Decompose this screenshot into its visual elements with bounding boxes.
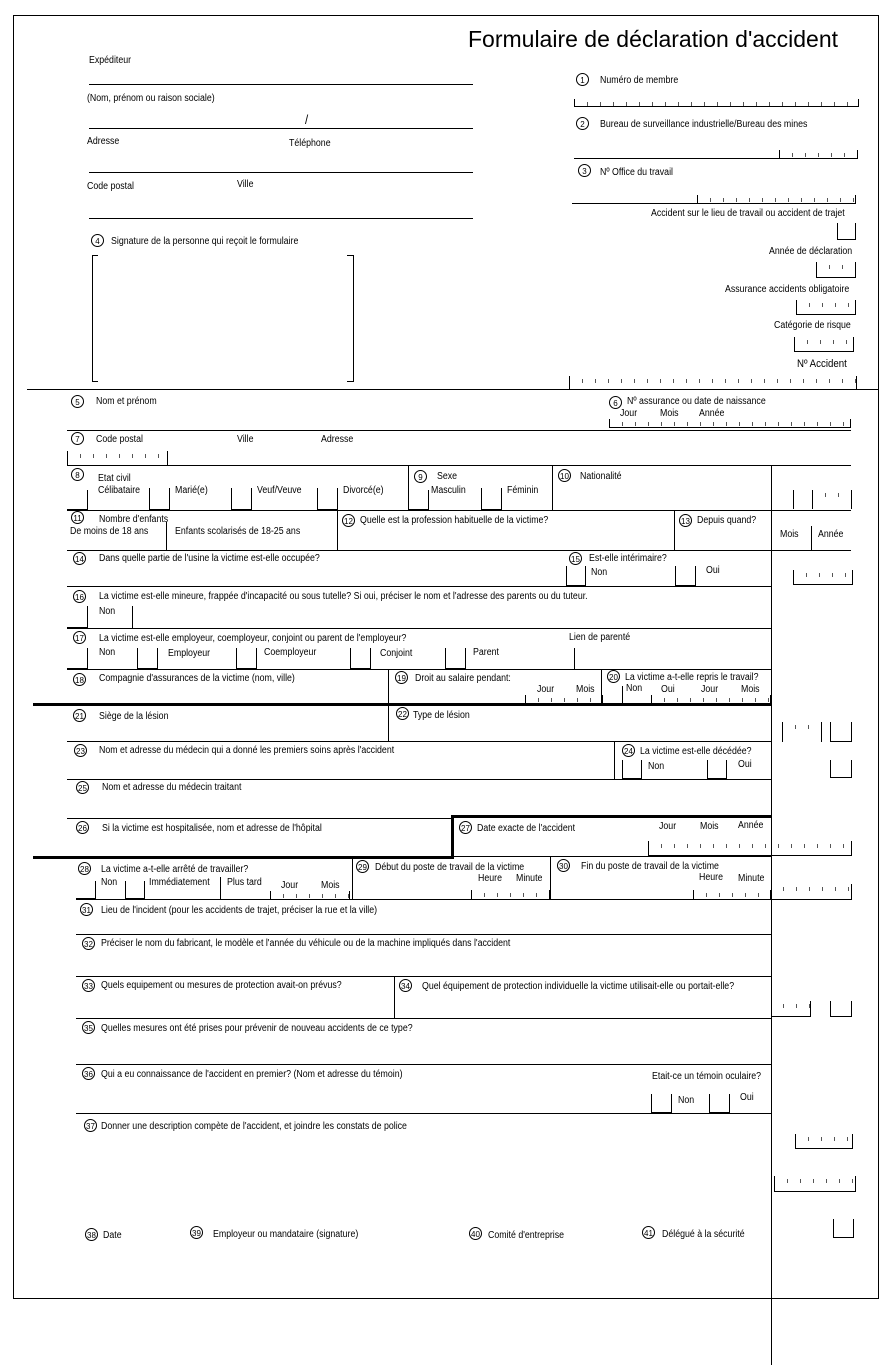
cb-f36-oui[interactable] [709,1094,730,1113]
thick-step-top [453,815,771,818]
sender-address-label: Adresse [87,136,120,147]
cb-marie[interactable] [149,488,170,510]
f28-month: Mois [321,880,340,891]
declaration-year-label: Année de déclaration [769,246,853,257]
risk-category-label: Catégorie de risque [774,320,851,331]
f24-code[interactable] [830,760,852,778]
cb-conjoint[interactable] [350,648,371,669]
sig-corner [347,255,354,256]
divorce: Divorcé(e) [343,485,384,496]
cb-f24-oui[interactable] [707,760,727,779]
num-26: 26 [76,821,89,834]
thick-step-vert [451,815,454,859]
num-16: 16 [73,590,86,603]
f37-code-2[interactable] [774,1176,856,1192]
celibataire: Célibataire [98,485,141,496]
f22-label: Type de lésion [413,710,470,721]
member-number-label: Numéro de membre [600,75,679,86]
num-17: 17 [73,631,86,644]
f16-label: La victime est-elle mineure, frappée d'incapacité ou sous tutelle? Si oui, préciser le nom et l'adresse des parents ou du tuteur. [99,591,588,602]
f24-oui: Oui [738,759,752,770]
f17-label: La victime est-elle employeur, coemployeur, conjoint ou parent de l'employeur? [99,633,407,644]
cb-divorce[interactable] [317,488,338,510]
f25-label: Nom et adresse du médecin traitant [102,782,242,793]
f28-later: Plus tard [227,877,262,888]
col-line [550,857,551,899]
num-39: 39 [190,1226,203,1239]
num-25: 25 [76,781,89,794]
f40-label: Comité d'entreprise [488,1230,565,1241]
row-line [67,779,771,780]
num-2: 2 [576,117,589,130]
f8-label: Etat civil [98,473,131,484]
cb-f28-immediat[interactable] [125,881,145,899]
sender-line-3 [89,172,473,173]
right-column-line [771,466,772,1365]
f33-code[interactable] [771,1001,811,1017]
cb-f17-non[interactable] [67,648,88,669]
sender-line-4 [89,218,473,219]
sender-line-2 [89,128,473,129]
f28-code[interactable] [771,884,852,900]
bureau-line [574,158,858,159]
col-line [601,669,602,704]
f10-label: Nationalité [580,471,622,482]
f10-code-2[interactable] [812,490,852,509]
signature-inner [98,256,347,381]
col-line [132,606,133,628]
row-line [76,1018,771,1019]
declaration-year-field[interactable] [816,262,856,278]
office-field[interactable] [697,195,856,203]
row-line [67,510,851,511]
f6-label: Nº assurance ou date de naissance [627,396,766,407]
f21-label: Siège de la lésion [99,711,169,722]
num-24: 24 [622,744,635,757]
f29-minute: Minute [516,873,543,884]
accident-number-field[interactable] [569,376,857,390]
f30-label: Fin du poste de travail de la victime [581,861,719,872]
f34-label: Quel équipement de protection individuelle la victime utilisait-elle ou portait-elle? [422,981,735,992]
num-22: 22 [396,707,409,720]
num-10: 10 [558,469,571,482]
num-21: 21 [73,709,86,722]
col-line [352,857,353,899]
f28-day: Jour [281,880,299,891]
num-1: 1 [576,73,589,86]
f11-students: Enfants scolarisés de 18-25 ans [175,526,301,537]
col-line [394,976,395,1018]
f20-non: Non [626,683,643,694]
row-line [76,1113,771,1114]
col-line [811,526,812,550]
f29-field[interactable] [471,890,550,899]
num-18: 18 [73,673,86,686]
f16-non: Non [99,606,116,617]
f6-month: Mois [660,408,679,419]
mandatory-insurance-label: Assurance accidents obligatoire [725,284,850,295]
f41-code[interactable] [833,1219,854,1238]
cb-employeur[interactable] [137,648,158,669]
accident-type-box[interactable] [837,223,856,240]
cb-f20-non[interactable] [603,686,623,704]
sender-line-1 [89,84,473,85]
cb-f24-non[interactable] [622,760,642,779]
num-7: 7 [71,432,84,445]
num-11: 11 [71,511,84,524]
f22-code[interactable] [830,722,852,742]
num-6: 6 [609,396,622,409]
num-28: 28 [78,862,91,875]
col-line [674,510,675,550]
sender-slash: / [305,112,309,127]
num-27: 27 [459,821,472,834]
num-13: 13 [679,514,692,527]
f30-field[interactable] [693,890,771,899]
f10-code-1[interactable] [793,490,813,509]
f9-label: Sexe [437,471,458,482]
f19-month: Mois [576,684,595,695]
f5-label: Nom et prénom [96,396,157,407]
f7-address: Adresse [321,434,354,445]
f14-code[interactable] [793,570,853,585]
f34-code[interactable] [830,1001,852,1017]
f13-month: Mois [780,529,799,540]
num-36: 36 [82,1067,95,1080]
num-14: 14 [73,552,86,565]
col-line [220,877,221,899]
col-line [614,741,615,779]
masculin: Masculin [431,485,466,496]
bureau-label: Bureau de surveillance industrielle/Bureau des mines [600,119,808,130]
cb-veuf[interactable] [231,488,252,510]
f6-field[interactable] [609,419,851,428]
cb-coemployeur[interactable] [236,648,257,669]
f15-non: Non [591,567,608,578]
mandatory-insurance-field[interactable] [796,300,856,315]
num-30: 30 [557,859,570,872]
f17-parent: Parent [473,647,499,658]
f36-witness: Etait-ce un témoin oculaire? [652,1071,762,1082]
signature-label: Signature de la personne qui reçoit le formulaire [111,236,299,247]
row-line [67,465,851,466]
col-line [388,669,389,704]
veuf: Veuf/Veuve [257,485,302,496]
num-3: 3 [578,164,591,177]
f30-minute: Minute [738,873,765,884]
f15-oui: Oui [706,565,720,576]
f17-employeur: Employeur [168,648,211,659]
row-line [67,550,851,551]
accident-number-label: Nº Accident [797,358,847,370]
bureau-field[interactable] [779,150,858,158]
num-4: 4 [91,234,104,247]
num-40: 40 [469,1227,482,1240]
f28-immediat: Immédiatement [149,877,210,888]
row-line [76,934,771,935]
office-line [572,203,856,204]
f35-label: Quelles mesures ont été prises pour prévenir de nouveau accidents de ce type? [101,1023,413,1034]
num-5: 5 [71,395,84,408]
f27-field[interactable] [648,841,852,856]
f17-non: Non [99,647,116,658]
num-19: 19 [395,671,408,684]
cb-f16-non[interactable] [67,606,88,628]
num-8: 8 [71,468,84,481]
f37-label: Donner une description compète de l'accident, et joindre les constats de police [101,1121,407,1132]
row-line [67,818,451,819]
f24-non: Non [648,761,665,772]
row-line [67,741,771,742]
num-41: 41 [642,1226,655,1239]
f28-non: Non [101,877,118,888]
col-line [166,522,167,550]
f7-city: Ville [237,434,254,445]
f7-postcode: Code postal [96,434,143,445]
f21-code[interactable] [782,722,822,742]
sender-city-label: Ville [237,179,254,190]
marie: Marié(e) [175,485,208,496]
f17-conjoint: Conjoint [380,648,413,659]
col-line [552,466,553,510]
f13-label: Depuis quand? [697,515,757,526]
office-label: Nº Office du travail [600,167,673,178]
f31-label: Lieu de l'incident (pour les accidents de trajet, préciser la rue et la ville) [101,905,378,916]
f41-label: Délégué à la sécurité [662,1229,745,1240]
row-line [67,669,771,670]
num-15: 15 [569,552,582,565]
f36-non: Non [678,1095,695,1106]
num-9: 9 [414,470,427,483]
f15-label: Est-elle intérimaire? [589,553,667,564]
f27-day: Jour [659,821,677,832]
f33-label: Quels equipement ou mesures de protection avait-on prévus? [101,980,342,991]
f32-label: Préciser le nom du fabricant, le modèle et l'année du véhicule ou de la machine impliqués dans l'accident [101,938,511,949]
member-number-field[interactable] [574,99,859,107]
f20-month: Mois [741,684,760,695]
f19-day: Jour [537,684,555,695]
f36-oui: Oui [740,1092,754,1103]
f17-coemployeur: Coemployeur [264,647,317,658]
sender-name-label: (Nom, prénom ou raison sociale) [87,93,215,104]
f11-under18: De moins de 18 ans [70,526,149,537]
f27-label: Date exacte de l'accident [477,823,576,834]
cb-parent[interactable] [445,648,466,669]
f19-label: Droit au salaire pendant: [415,673,511,684]
f20-label: La victime a-t-elle repris le travail? [625,672,759,683]
accident-type-label: Accident sur le lieu de travail ou accident de trajet [651,208,845,219]
num-32: 32 [82,937,95,950]
row-line [76,976,771,977]
f28-label: La victime a-t-elle arrêté de travailler? [101,864,249,875]
f13-year: Année [818,529,844,540]
f39-label: Employeur ou mandataire (signature) [213,1229,359,1240]
sender-label: Expéditeur [89,55,132,66]
f12-label: Quelle est la profession habituelle de la victime? [360,515,549,526]
f27-month: Mois [700,821,719,832]
f6-day: Jour [620,408,638,419]
num-33: 33 [82,979,95,992]
f20-day: Jour [701,684,719,695]
col-line [388,704,389,741]
cb-celibataire[interactable] [67,490,88,510]
f27-year: Année [738,820,764,831]
cb-f15-oui[interactable] [675,566,696,586]
feminin: Féminin [507,485,539,496]
section-divider [27,389,879,390]
num-12: 12 [342,514,355,527]
num-29: 29 [356,860,369,873]
risk-category-field[interactable] [794,337,854,352]
cb-masculin[interactable] [408,490,429,510]
f37-code-1[interactable] [795,1134,853,1149]
f18-label: Compagnie d'assurances de la victime (nom, ville) [99,673,295,684]
num-23: 23 [74,744,87,757]
sig-corner [347,381,354,382]
num-37: 37 [84,1119,97,1132]
f14-label: Dans quelle partie de l'usine la victime est-elle occupée? [99,553,320,564]
f30-hour: Heure [699,872,723,883]
f23-label: Nom et adresse du médecin qui a donné les premiers soins après l'accident [99,745,395,756]
f36-label: Qui a eu connaissance de l'accident en premier? (Nom et adresse du témoin) [101,1069,403,1080]
row-line [76,899,771,900]
num-38: 38 [85,1228,98,1241]
num-31: 31 [80,903,93,916]
f17-relation: Lien de parenté [569,632,631,643]
f38-label: Date [103,1230,122,1241]
row-line [67,430,851,431]
row-line [76,1064,771,1065]
f29-hour: Heure [478,873,502,884]
row-line [454,856,771,857]
row-line [67,586,771,587]
cb-f28-non[interactable] [76,881,96,899]
f20-oui: Oui [661,684,675,695]
sig-corner [92,381,98,382]
thick-step-bottom [33,856,454,859]
cb-feminin[interactable] [481,488,502,510]
num-34: 34 [399,979,412,992]
row-line [67,628,771,629]
col-line [337,510,338,550]
f26-label: Si la victime est hospitalisée, nom et adresse de l'hôpital [102,823,322,834]
col-line [574,648,575,669]
sender-postcode-label: Code postal [87,181,134,192]
cb-f15-non[interactable] [566,566,586,586]
f24-label: La victime est-elle décédée? [640,746,752,757]
num-20: 20 [607,670,620,683]
f6-year: Année [699,408,725,419]
cb-f36-non[interactable] [651,1094,672,1113]
thick-divider [33,703,771,706]
form-title: Formulaire de déclaration d'accident [468,26,839,52]
num-35: 35 [82,1021,95,1034]
f11-label: Nombre d'enfants [99,514,169,525]
f7-postcode-field[interactable] [67,451,168,465]
sender-phone-label: Téléphone [289,138,331,149]
f29-label: Début du poste de travail de la victime [375,862,525,873]
